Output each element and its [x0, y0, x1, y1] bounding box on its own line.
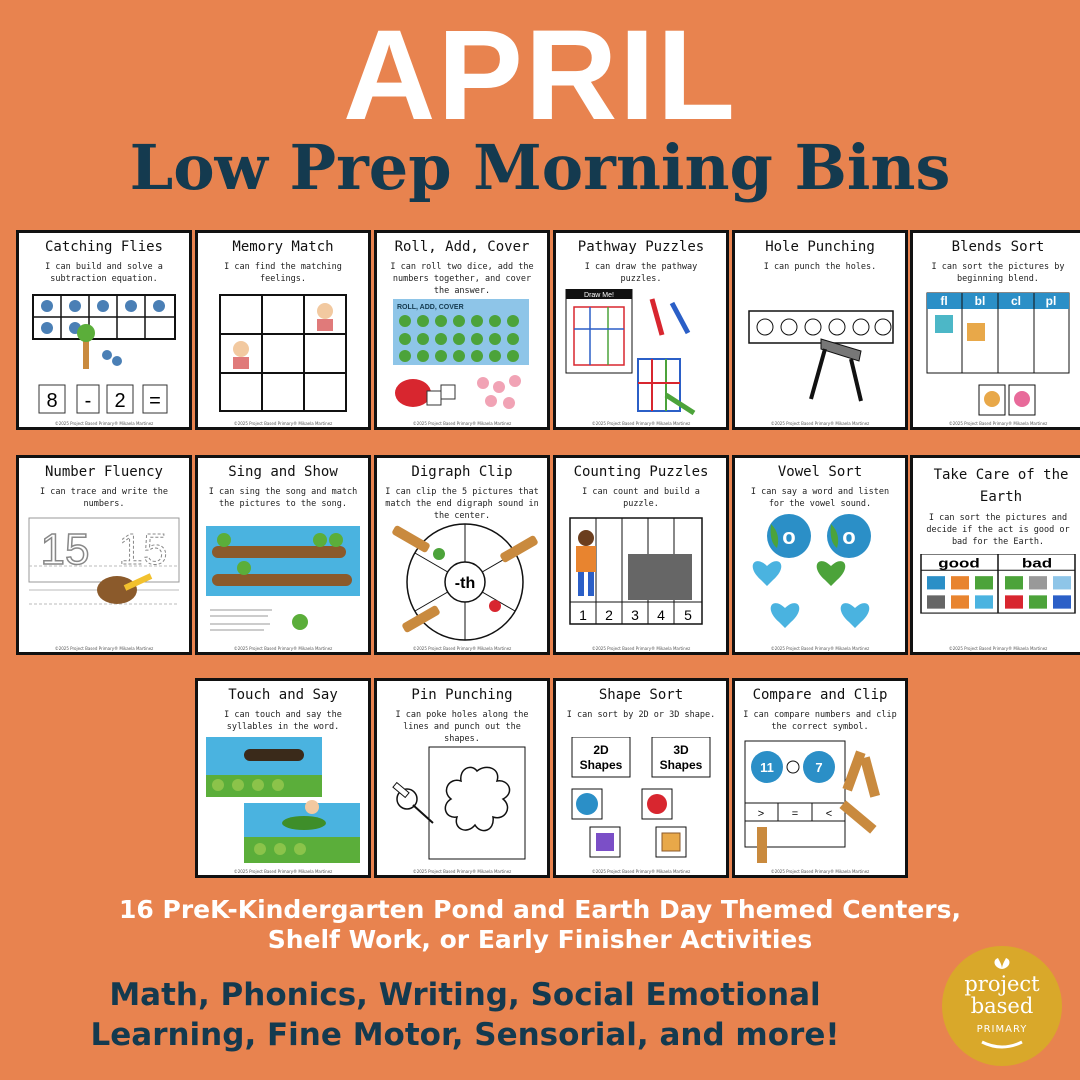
art-text: 2 [114, 390, 126, 412]
frog-flies-ten-frame-icon [25, 289, 183, 419]
art-text: 8 [46, 390, 58, 412]
card-title: Touch and Say [228, 687, 338, 703]
card-title: Compare and Clip [752, 687, 888, 703]
earth-hearts-icon [741, 514, 899, 644]
card-blends-sort [910, 230, 1080, 430]
tagline-line-1: 16 PreK-Kindergarten Pond and Earth Day Themed Centers, [119, 895, 961, 924]
art-text: < [825, 808, 833, 820]
card-title: Shape Sort [598, 687, 684, 703]
art-text: 3D [673, 743, 689, 757]
card-title: Digraph Clip [411, 464, 513, 480]
card-pin-punching [374, 678, 550, 878]
card-copyright: ©2025 Project Based Primary® Mikaela Martinez [770, 869, 870, 874]
logo-text-primary: PRIMARY [976, 1024, 1028, 1035]
art-text: = [791, 808, 799, 820]
card-desc: I can sort by 2D or 3D shape. [566, 710, 716, 720]
card-title: Take Care of the Earth [933, 467, 1069, 505]
leaf-icon [990, 956, 1014, 970]
card-sing-and-show [195, 455, 371, 655]
card-title: Vowel Sort [777, 464, 863, 480]
frogs-on-logs-icon [204, 514, 362, 644]
art-text: 5 [684, 607, 692, 623]
logo-text-project: project [964, 972, 1040, 996]
card-copyright: ©2025 Project Based Primary® Mikaela Martinez [412, 421, 512, 426]
pencil-grid-icon [562, 289, 720, 419]
art-text: o [782, 524, 796, 549]
art-text: 3 [631, 607, 639, 623]
art-text: cl [1010, 294, 1022, 308]
globe-compare-icon [741, 737, 899, 867]
card-desc: I can touch and say the syllables in the word. [224, 710, 342, 732]
subjects-line-1: Math, Phonics, Writing, Social Emotional [109, 977, 821, 1013]
card-title: Pathway Puzzles [577, 239, 705, 255]
card-copyright: ©2025 Project Based Primary® Mikaela Martinez [54, 646, 154, 651]
card-copyright: ©2025 Project Based Primary® Mikaela Martinez [54, 421, 154, 426]
card-take-care-earth [910, 455, 1080, 655]
card-title: Hole Punching [765, 239, 875, 255]
card-desc: I can find the matching feelings. [224, 262, 342, 284]
card-copyright: ©2025 Project Based Primary® Mikaela Martinez [770, 646, 870, 651]
card-copyright: ©2025 Project Based Primary® Mikaela Martinez [591, 869, 691, 874]
art-text: 15 [118, 525, 168, 574]
card-counting-puzzles [553, 455, 729, 655]
card-desc: I can count and build a puzzle. [582, 487, 700, 509]
art-text: bad [1021, 556, 1053, 571]
art-text: Shapes [579, 758, 623, 772]
art-text: 4 [657, 607, 665, 623]
card-desc: I can punch the holes. [763, 262, 877, 272]
card-catching-flies [16, 230, 192, 430]
art-text: - [84, 390, 92, 412]
card-title: Sing and Show [228, 464, 338, 480]
project-based-primary-logo [942, 946, 1062, 1066]
tagline-line-2: Shelf Work, or Early Finisher Activities [267, 925, 813, 954]
good-bad-sort-icon [919, 554, 1077, 650]
shape-cards-icon [562, 737, 720, 867]
page-title: APRIL [343, 4, 737, 147]
card-desc: I can build and solve a subtraction equation. [45, 262, 163, 284]
card-desc: I can roll two dice, add the numbers together, and cover the answer. [390, 262, 534, 296]
card-memory-match [195, 230, 371, 430]
art-text: 1 [579, 607, 587, 623]
card-title: Roll, Add, Cover [394, 239, 530, 255]
art-text: ROLL, ADD, COVER [397, 304, 464, 311]
hole-punch-icon [741, 289, 899, 419]
card-desc: I can sing the song and match the pictures to the song. [208, 487, 358, 509]
page-subtitle: Low Prep Morning Bins [129, 131, 951, 204]
push-pin-flower-icon [383, 737, 541, 867]
smile-icon [980, 1040, 1024, 1050]
art-text: Draw Me! [584, 292, 614, 299]
card-copyright: ©2025 Project Based Primary® Mikaela Martinez [412, 646, 512, 651]
card-copyright: ©2025 Project Based Primary® Mikaela Martinez [948, 421, 1048, 426]
card-desc: I can draw the pathway puzzles. [584, 262, 698, 284]
number-puzzle-icon [562, 514, 720, 644]
card-title: Memory Match [232, 239, 334, 255]
card-desc: I can compare numbers and clip the correct symbol. [743, 710, 897, 732]
art-text: > [757, 808, 765, 820]
card-shape-sort [553, 678, 729, 878]
card-copyright: ©2025 Project Based Primary® Mikaela Martinez [412, 869, 512, 874]
art-text: good [938, 556, 980, 571]
card-copyright: ©2025 Project Based Primary® Mikaela Martinez [233, 421, 333, 426]
card-number-fluency [16, 455, 192, 655]
logo-text-based: based [970, 994, 1034, 1018]
card-copyright: ©2025 Project Based Primary® Mikaela Martinez [591, 646, 691, 651]
card-vowel-sort [732, 455, 908, 655]
art-text: o [842, 524, 856, 549]
card-title: Catching Flies [44, 239, 163, 255]
card-copyright: ©2025 Project Based Primary® Mikaela Martinez [233, 869, 333, 874]
card-title: Number Fluency [44, 464, 163, 480]
memory-grid-icon [204, 289, 362, 419]
card-desc: I can poke holes along the lines and punch out the shapes. [395, 710, 529, 744]
art-text: 2D [593, 743, 609, 757]
card-title: Blends Sort [951, 239, 1045, 255]
card-pathway-puzzles [553, 230, 729, 430]
art-text: 15 [40, 525, 90, 574]
art-text: 2 [605, 607, 613, 623]
art-text: = [149, 390, 161, 412]
pond-scene-icon [204, 737, 362, 867]
number-trace-icon [25, 514, 183, 644]
subjects-line-2: Learning, Fine Motor, Sensorial, and more! [90, 1017, 840, 1053]
card-desc: I can sort the pictures and decide if the act is good or bad for the Earth. [926, 513, 1070, 547]
lily-pad-board-icon [383, 289, 541, 419]
art-text: pl [1045, 294, 1057, 308]
card-desc: I can say a word and listen for the vowel sound. [750, 487, 890, 509]
card-digraph-clip [374, 455, 550, 655]
card-desc: I can trace and write the numbers. [40, 487, 168, 509]
art-text: bl [974, 294, 986, 308]
art-text: fl [940, 294, 948, 308]
card-desc: I can sort the pictures by beginning blend. [931, 262, 1065, 284]
card-hole-punching [732, 230, 908, 430]
art-text: 11 [760, 760, 774, 775]
card-desc: I can clip the 5 pictures that match the end digraph sound in the center. [385, 487, 539, 521]
card-copyright: ©2025 Project Based Primary® Mikaela Martinez [770, 421, 870, 426]
art-text: 7 [815, 760, 823, 775]
card-title: Counting Puzzles [573, 464, 709, 480]
blends-table-icon [919, 289, 1077, 419]
card-title: Pin Punching [411, 687, 513, 703]
card-compare-and-clip [732, 678, 908, 878]
card-copyright: ©2025 Project Based Primary® Mikaela Martinez [591, 421, 691, 426]
card-copyright: ©2025 Project Based Primary® Mikaela Martinez [233, 646, 333, 651]
art-text: -th [454, 575, 476, 592]
card-copyright: ©2025 Project Based Primary® Mikaela Martinez [948, 646, 1048, 651]
card-roll-add-cover [374, 230, 550, 430]
card-touch-and-say [195, 678, 371, 878]
clip-wheel-icon [383, 514, 541, 644]
art-text: Shapes [659, 758, 703, 772]
